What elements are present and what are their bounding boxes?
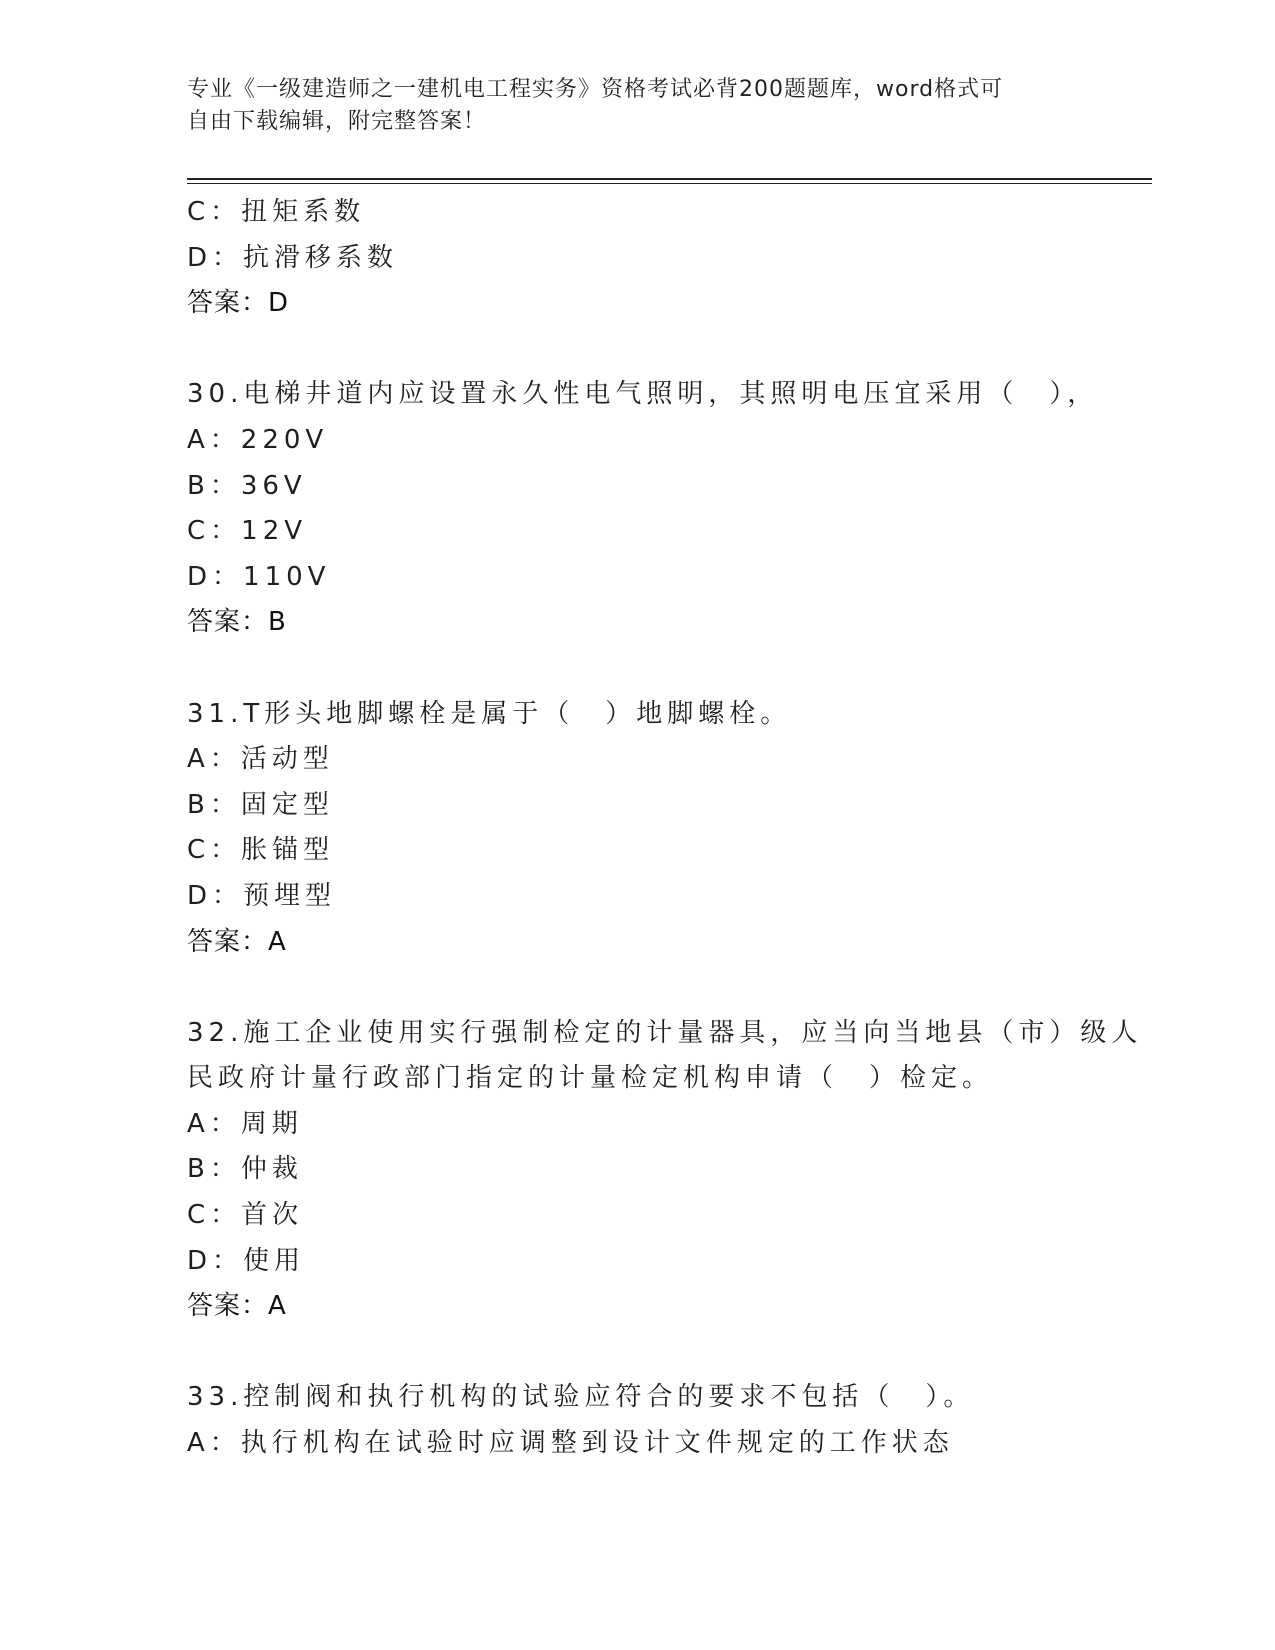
- option-a: A：执行机构在试验时应调整到设计文件规定的工作状态: [187, 1428, 954, 1459]
- question-block-32: [187, 1011, 1152, 1330]
- question-block-30: [187, 372, 1152, 646]
- option-d: D：预埋型: [187, 880, 337, 911]
- option-c: C：扭矩系数: [187, 197, 366, 227]
- question-text: 31.T形头地脚螺栓是属于（ ）地脚螺栓。: [187, 698, 792, 729]
- option-c: C：胀锚型: [187, 835, 335, 866]
- option-d: D：使用: [187, 1245, 306, 1276]
- header-divider: [187, 178, 1152, 180]
- question-list: [187, 190, 1152, 1467]
- question-text-line-1: 32.施工企业使用实行强制检定的计量器具，应当向当地县（市）级人: [187, 1017, 1143, 1048]
- header-line-2: 自由下载编辑，附完整答案！: [187, 109, 487, 134]
- option-a: A：活动型: [187, 744, 334, 775]
- answer-line: 答案：A: [187, 1291, 287, 1322]
- option-c: C：首次: [187, 1200, 304, 1231]
- option-b: B：固定型: [187, 789, 334, 820]
- option-b: B：36V: [187, 470, 307, 501]
- answer-line: 答案：A: [187, 926, 287, 957]
- option-d: D：110V: [187, 561, 331, 592]
- option-b: B：仲裁: [187, 1154, 303, 1185]
- header-divider-thin: [187, 183, 1152, 184]
- option-a: A：220V: [187, 424, 329, 455]
- answer-line: 答案：B: [187, 607, 287, 638]
- question-block-29: [187, 190, 1152, 327]
- option-c: C：12V: [187, 516, 308, 547]
- header-line-1: 专业《一级建造师之一建机电工程实务》资格考试必背200题题库，word格式可: [187, 77, 1004, 102]
- question-text-line-2: 民政府计量行政部门指定的计量检定机构申请（ ）检定。: [187, 1063, 994, 1094]
- option-d: D：抗滑移系数: [187, 242, 399, 273]
- question-block-31: [187, 692, 1152, 966]
- question-block-33: [187, 1375, 1152, 1466]
- question-text: 30.电梯井道内应设置永久性电气照明，其照明电压宜采用（ ），: [187, 379, 1099, 410]
- option-a: A：周期: [187, 1108, 303, 1139]
- question-text: 33.控制阀和执行机构的试验应符合的要求不包括（ ）。: [187, 1382, 975, 1413]
- page-header: [187, 74, 1087, 138]
- answer-line: 答案：D: [187, 288, 290, 319]
